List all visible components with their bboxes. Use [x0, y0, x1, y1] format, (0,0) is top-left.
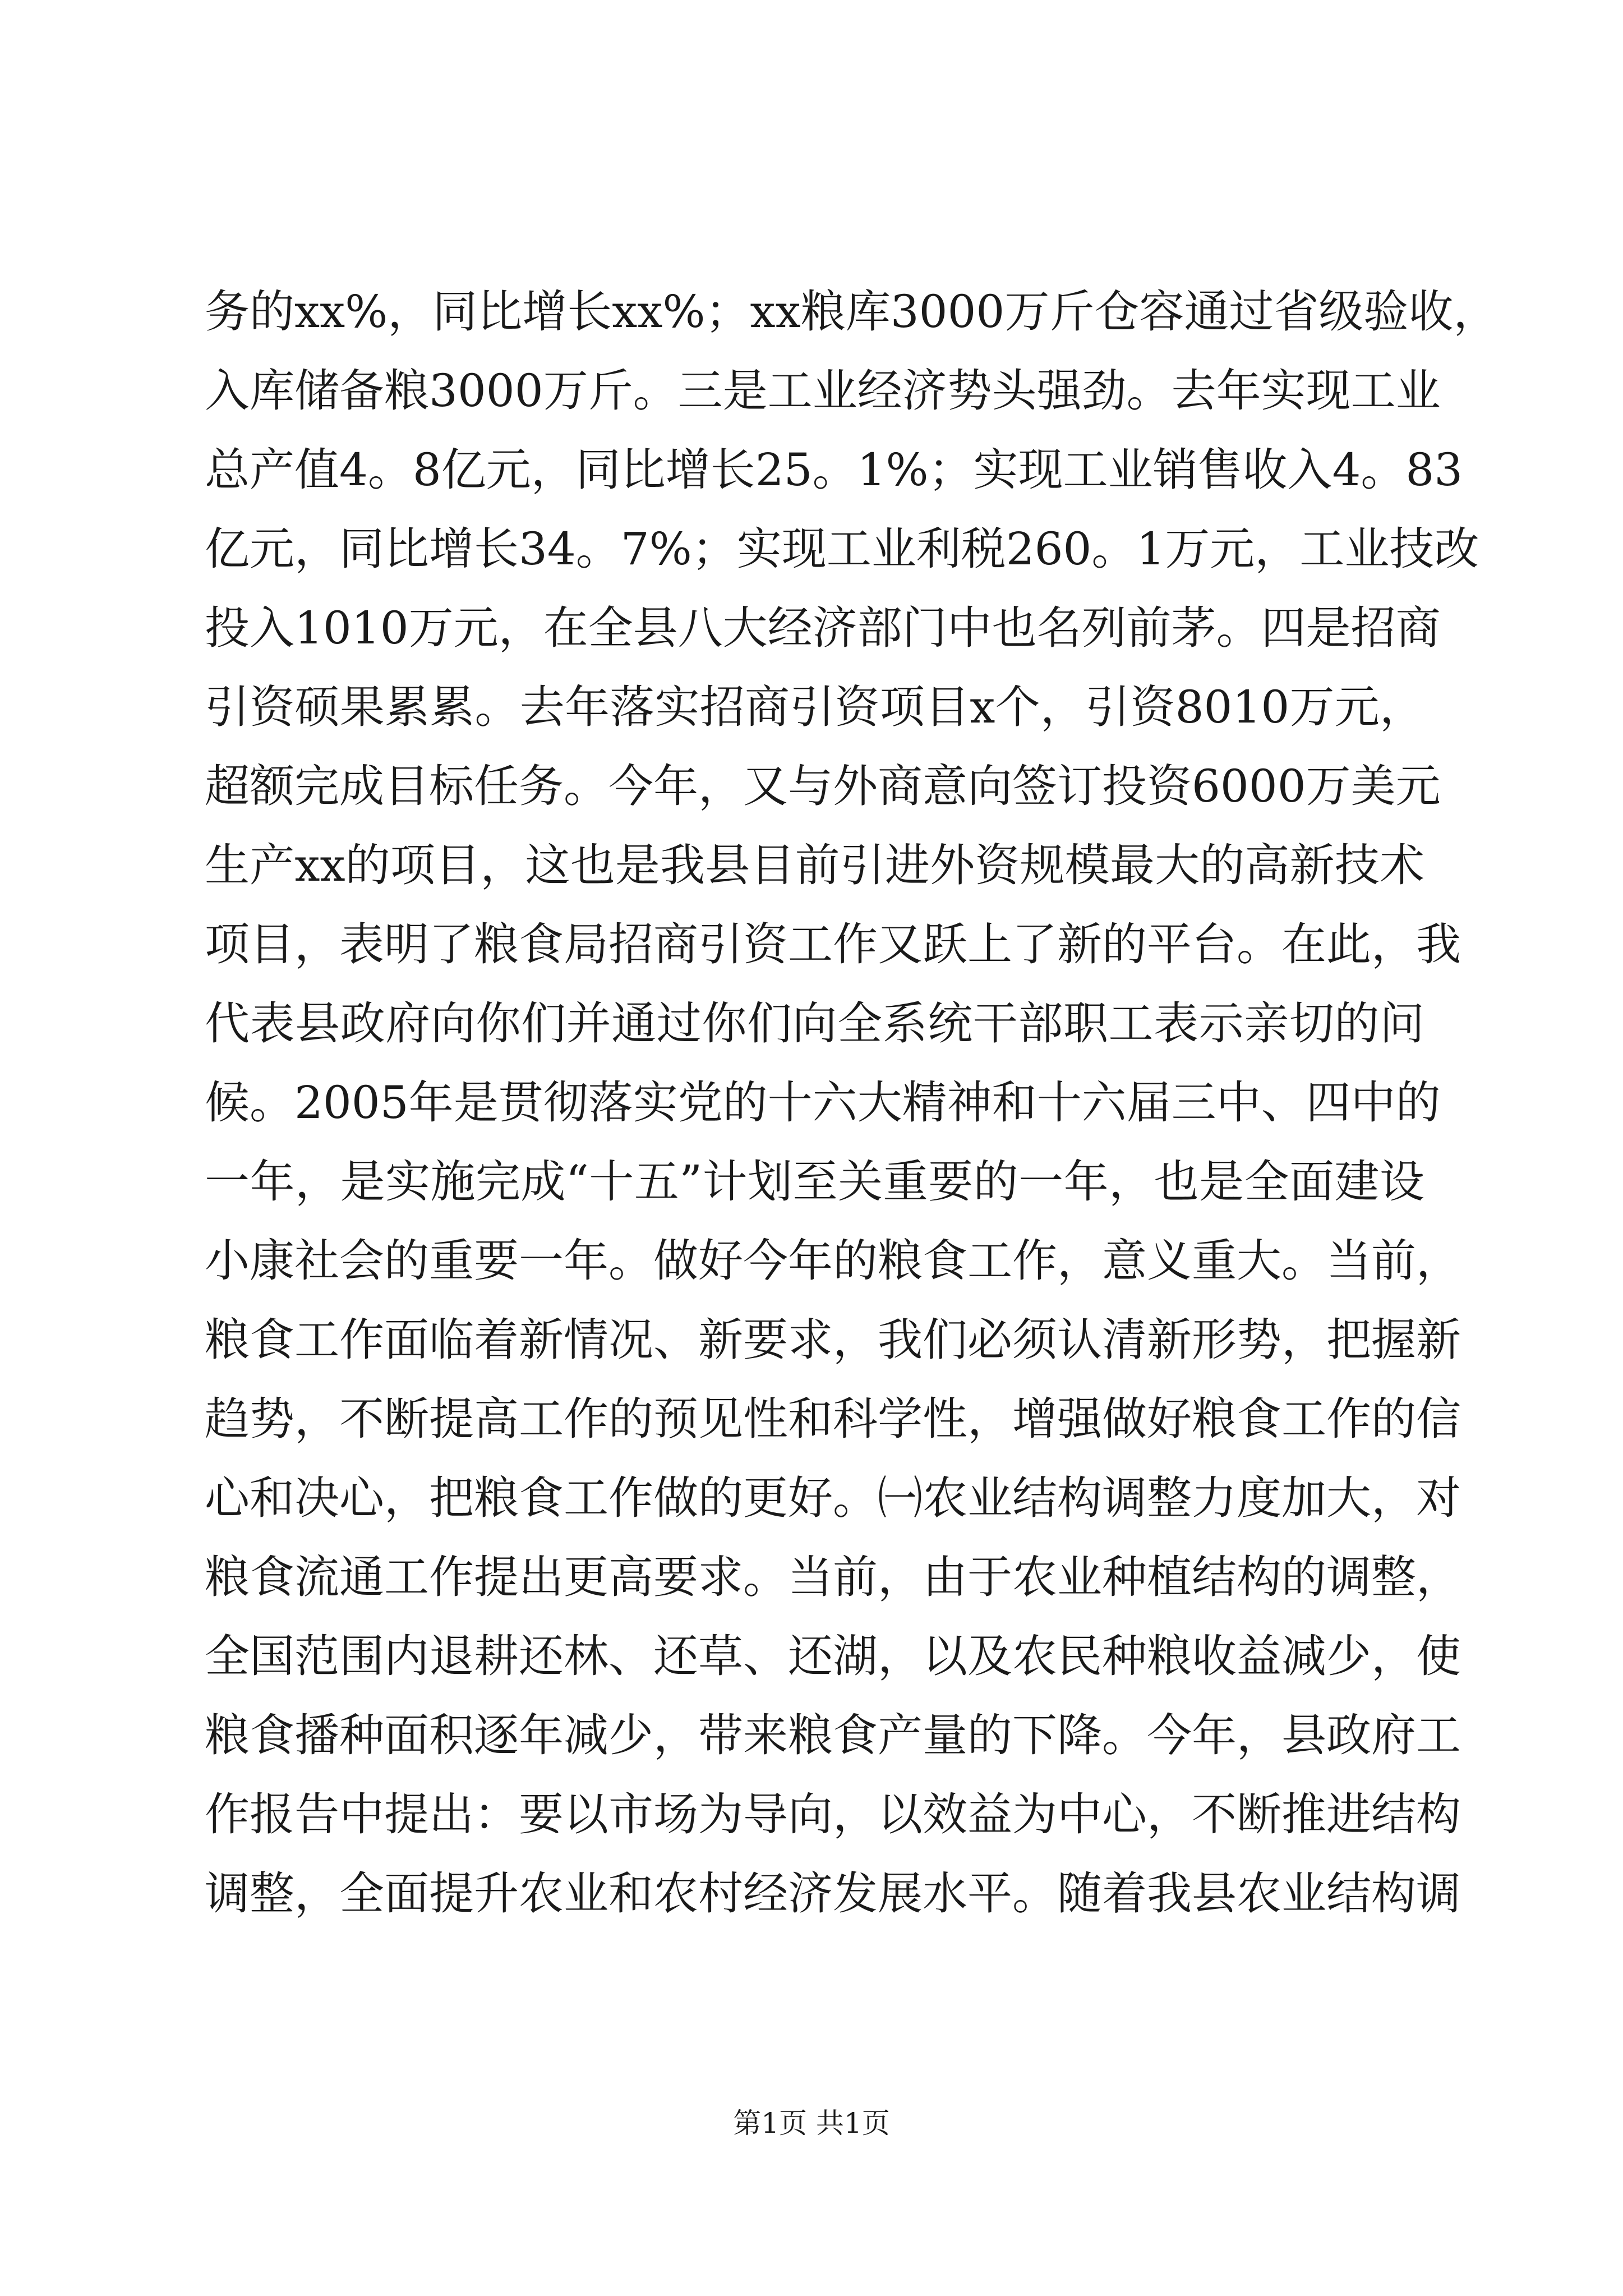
text-line: 务的xx%，同比增长xx%；xx粮库3000万斤仓容通过省级验收，: [205, 286, 1498, 338]
text-line: 粮食工作面临着新情况、新要求，我们必须认清新形势，把握新: [205, 1314, 1461, 1366]
text-line: 生产xx的项目，这也是我县目前引进外资规模最大的高新技术: [205, 839, 1424, 891]
text-line: 项目，表明了粮食局招商引资工作又跃上了新的平台。在此，我: [205, 918, 1461, 970]
text-line: 小康社会的重要一年。做好今年的粮食工作，意义重大。当前，: [205, 1235, 1461, 1287]
text-line: 粮食播种面积逐年减少，带来粮食产量的下降。今年，县政府工: [205, 1709, 1461, 1761]
text-line: 全国范围内退耕还林、还草、还湖，以及农民种粮收益减少，使: [205, 1630, 1461, 1682]
text-line: 趋势，不断提高工作的预见性和科学性，增强做好粮食工作的信: [205, 1393, 1461, 1445]
text-line: 调整，全面提升农业和农村经济发展水平。随着我县农业结构调: [205, 1867, 1461, 1920]
text-line: 一年，是实施完成“十五”计划至关重要的一年，也是全面建设: [205, 1156, 1424, 1208]
text-line: 心和决心，把粮食工作做的更好。㈠农业结构调整力度加大，对: [205, 1472, 1461, 1524]
text-line: 代表县政府向你们并通过你们向全系统干部职工表示亲切的问: [205, 997, 1424, 1050]
text-line: 超额完成目标任务。今年，又与外商意向签订投资6000万美元: [205, 760, 1441, 812]
text-line: 总产值4。8亿元，同比增长25。1%；实现工业销售收入4。83: [205, 444, 1463, 496]
page-number-footer: 第1页 共1页: [733, 2107, 890, 2139]
body-text: [205, 272, 1498, 1933]
text-line: 投入1010万元，在全县八大经济部门中也名列前茅。四是招商: [205, 602, 1441, 654]
text-line: 亿元，同比增长34。7%；实现工业利税260。1万元，工业技改: [205, 523, 1479, 575]
text-line: 入库储备粮3000万斤。三是工业经济势头强劲。去年实现工业: [205, 365, 1441, 417]
text-line: 粮食流通工作提出更高要求。当前，由于农业种植结构的调整，: [205, 1551, 1461, 1603]
text-line: 作报告中提出：要以市场为导向，以效益为中心，不断推进结构: [205, 1788, 1461, 1841]
text-line: 候。2005年是贯彻落实党的十六大精神和十六届三中、四中的: [205, 1076, 1441, 1129]
text-line: 引资硕果累累。去年落实招商引资项目x个，引资8010万元，: [205, 681, 1424, 733]
